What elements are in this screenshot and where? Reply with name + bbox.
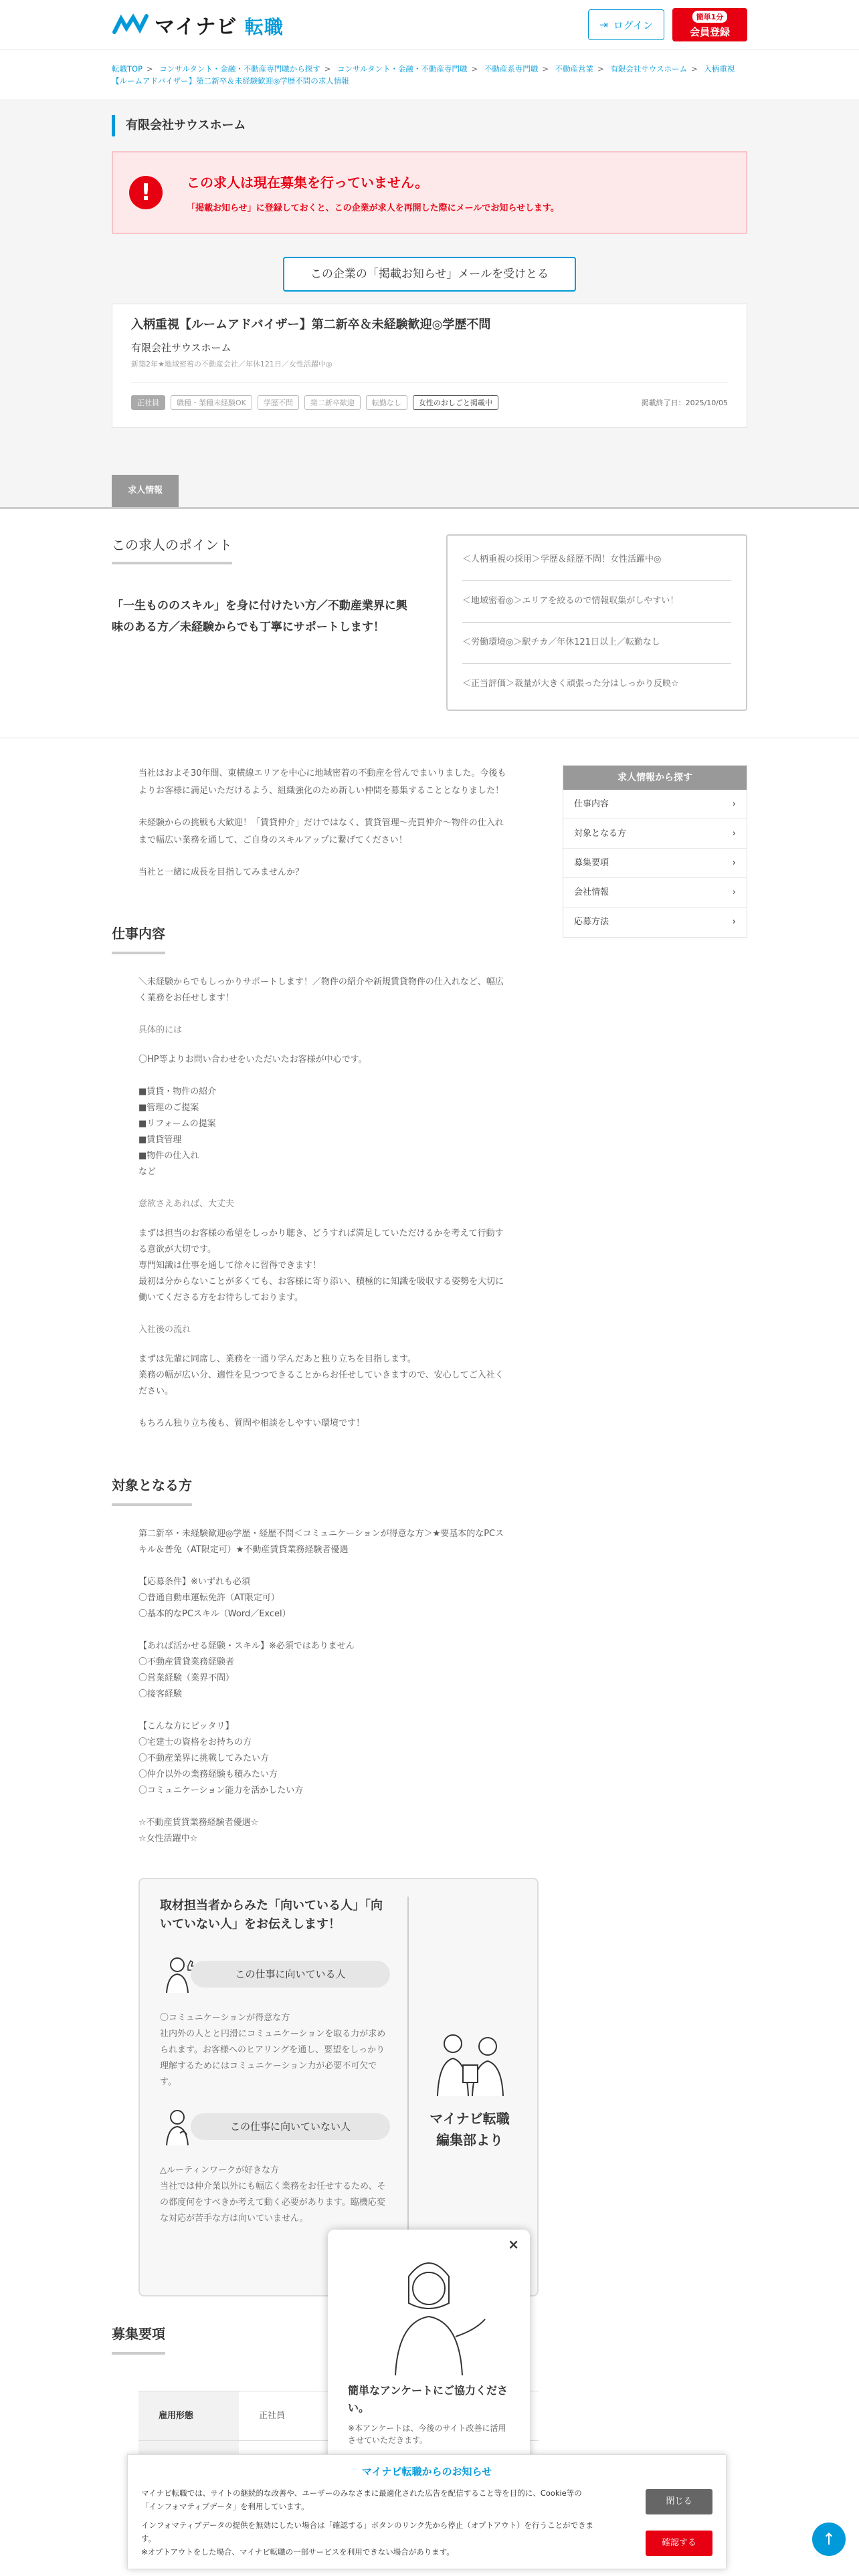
login-icon: ⇥	[599, 19, 608, 31]
cookie-confirm-button[interactable]: 確認する	[646, 2531, 712, 2556]
sidebar-item-work[interactable]	[563, 790, 747, 819]
intro-paragraph: 未経験からの挑戦も大歓迎！「賃貸仲介」だけではなく、賃貸管理〜売買仲介〜物件の仕入れまで幅広い業務を通して、ご自身のスキルアップに繋げてください！	[138, 818, 504, 845]
site-header	[0, 0, 859, 49]
point-item: ＜正当評価＞裁量が大きく頑張った分はしっかり反映☆	[462, 679, 679, 689]
job-title: 入柄重視【ルームアドバイザー】第二新卒＆未経験歓迎◎学歴不問	[131, 318, 491, 332]
breadcrumb-link[interactable]: 有限会社サウスホーム	[610, 64, 688, 74]
point-item: ＜人柄重視の採用＞学歴＆経歴不問！女性活躍中◎	[462, 540, 731, 581]
woman-presenting-icon	[362, 2250, 496, 2377]
work-paragraph: 〇HP等よりお問い合わせをいただいたお客様が中心です。 ■賃貸・物件の紹介 ■管理のご提案 ■リフォームの提案 ■賃貸管理 ■物件の仕入れ など	[138, 1055, 367, 1177]
points-list	[446, 534, 747, 711]
register-label: 会員登録	[689, 26, 730, 38]
breadcrumb: 転職TOP > コンサルタント・金融・不動産専門職から探す > コンサルタント・金融・不動産専門職 > 不動産系専門職 > 不動産営業 > 有限会社サウスホーム > 入柄重視【ルームアドバイザー】第二新卒＆未経験歓迎◎学歴不問の求人情報	[112, 64, 735, 86]
work-subheading: 意欲さえあれば、大丈夫	[138, 1199, 235, 1209]
breadcrumb-current: 入柄重視【ルームアドバイザー】第二新卒＆未経験歓迎◎学歴不問の求人情報	[112, 64, 735, 86]
job-tag: 第二新卒歓迎	[304, 395, 361, 410]
tab-job-info[interactable]: 求人情報	[112, 475, 179, 507]
back-to-top-button[interactable]: ↑	[812, 2523, 846, 2556]
job-meta: 新築2年★地域密着の不動産会社／年休121日／女性活躍中◎	[131, 358, 728, 383]
chevron-right-icon: ›	[732, 799, 736, 809]
points-lead: 「一生もののスキル」を身に付けたい方／不動産業界に興味のある方／未経験からでも丁寧にサポートします！	[112, 599, 407, 634]
section-title-target: 対象となる方	[112, 1475, 192, 1506]
intro-text	[112, 765, 539, 881]
sidebar-item-target[interactable]	[563, 819, 747, 849]
closed-alert	[112, 151, 747, 234]
person-thumbs-up-icon	[160, 1954, 195, 1994]
survey-note: ※本アンケートは、今後のサイト改善に活用させていただきます。	[348, 2424, 506, 2445]
target-body	[112, 1526, 539, 1847]
alert-icon: !	[129, 176, 163, 209]
register-tag: 簡単1分	[692, 11, 728, 23]
person-thinking-icon	[160, 2107, 195, 2147]
target-paragraph: 第二新卒・未経験歓迎◎学歴・経歴不問＜コミュニケーションが得意な方＞★要基本的なPCスキル＆普免（AT限定可）★不動産賃貸業務経験者優遇	[138, 1529, 504, 1555]
login-label: ログイン	[613, 19, 653, 31]
job-tag: 学歴不問	[258, 395, 299, 410]
survey-title: 簡単なアンケートにご協力ください。	[348, 2384, 508, 2414]
survey-close-button[interactable]: ×	[508, 2236, 519, 2252]
work-paragraph: まずは先輩に同席し、業務を一通り学んだあと独り立ちを目指します。 業務の幅が広い分、適性を見つつできることからお任せしていきますので、安心してご入社ください。 もちろん独り立ち後も、質問や相談をしやすい環境です！	[138, 1354, 504, 1428]
sidebar-item-label: 仕事内容	[574, 799, 609, 809]
job-tag: 転勤なし	[366, 395, 407, 410]
register-button[interactable]	[672, 8, 747, 41]
editor-signature: マイナビ転職 編集部より	[430, 2111, 510, 2148]
cookie-text: インフォマティブデータの提供を無効にしたい場合は「確認する」ボタンのリンク先から停止（オプトアウト）を行うことができます。 ※オプトアウトをした場合、マイナビ転職の一部サービスを利用できない場合があります。	[141, 2520, 594, 2557]
sidebar-item-label: 会社情報	[574, 887, 609, 897]
sidebar-nav	[563, 765, 747, 938]
work-paragraph: まずは担当のお客様の希望をしっかり聴き、どうすれば満足していただけるかを考えて行動する意欲が大切です。 専門知識は仕事を通して徐々に習得できます！ 最初は分からないことが多くても、お客様に寄り添い、積極的に知識を吸収する姿勢を大切に働いてくださる方をお待ちしております。	[138, 1228, 504, 1303]
breadcrumb-link[interactable]: 不動産系専門職	[484, 64, 539, 74]
section-title-requirements: 募集要項	[112, 2323, 165, 2355]
target-paragraph: 【あれば活かせる経験・スキル】※必須ではありません 〇不動産賃貸業務経験者 〇営業経験（業界不問） 〇接客経験	[138, 1641, 355, 1699]
point-item: ＜地域密着◎＞エリアを絞るので情報収集がしやすい！	[462, 581, 731, 623]
cookie-title: マイナビ転職からのお知らせ	[361, 2466, 492, 2478]
logo-text: マイナビ 転職	[155, 15, 284, 39]
sidebar-item-label: 募集要項	[574, 858, 609, 868]
site-logo[interactable]	[112, 10, 284, 39]
sidebar-item-label: 応募方法	[574, 917, 609, 927]
job-summary-card	[112, 304, 747, 428]
rec-title: 取材担当者からみた「向いている人」「向いていない人」をお伝えします！	[160, 1899, 383, 1931]
sidebar-item-company[interactable]	[563, 878, 747, 907]
job-header-band	[0, 99, 859, 507]
job-tag: 女性のおしごと掲載中	[413, 395, 498, 410]
job-tag: 正社員	[131, 395, 165, 410]
intro-paragraph: 当社はおよそ30年間、東横線エリアを中心に地域密着の不動産を営んでまいりました。今後もよりお客様に満足いただけるよう、組織強化のため新しい仲間を募集することとなりました！	[138, 768, 506, 796]
alert-sub: 「掲載お知らせ」に登録しておくと、この企業が求人を再開した際にメールでお知らせします。	[187, 203, 559, 213]
job-company: 有限会社サウスホーム	[131, 342, 231, 354]
cookie-close-button[interactable]: 閉じる	[646, 2489, 712, 2514]
work-subheading: 入社後の流れ	[138, 1325, 191, 1335]
sidebar-item-label: 対象となる方	[574, 829, 627, 839]
sidebar-item-apply[interactable]	[563, 907, 747, 937]
chevron-right-icon: ›	[732, 829, 736, 839]
job-tag: 職種・業種未経験OK	[171, 395, 252, 410]
breadcrumb-link[interactable]: コンサルタント・金融・不動産専門職から探す	[159, 64, 320, 74]
chevron-right-icon: ›	[732, 887, 736, 897]
target-paragraph: 【こんな方にピッタリ】 〇宅建士の資格をお持ちの方 〇不動産業界に挑戦してみたい方 〇仲介以外の業務経験も積みたい方 〇コミュニケーション能力を活かしたい方	[138, 1721, 304, 1796]
work-lead: ＼未経験からでもしっかりサポートします！／物件の紹介や新規賃貸物件の仕入れなど、幅広く業務をお任せします！	[138, 977, 504, 1003]
editors-illustration-icon	[423, 2024, 516, 2097]
work-body	[112, 974, 539, 1432]
points-title: この求人のポイント	[112, 534, 232, 564]
intro-paragraph: 当社と一緒に成長を目指してみませんか？	[138, 867, 304, 877]
breadcrumb-link[interactable]: 転職TOP	[112, 64, 143, 74]
good-fit-text: 〇コミュニケーションが得意な方 社内外の人とと円滑にコミュニケーションを取る力が求められます。お客様へのヒアリングを通し、要望をしっかり理解するためにはコミュニケーション力が必要不可欠です。	[160, 2013, 386, 2087]
table-cell: 正社員	[259, 2411, 286, 2421]
target-paragraph: 【応募条件】※いずれも必須 〇普通自動車運転免許（AT限定可） 〇基本的なPCスキル（Word／Excel）	[138, 1577, 291, 1619]
notify-subscribe-button[interactable]: この企業の「掲載お知らせ」メールを受けとる	[283, 257, 576, 292]
good-fit-label: この仕事に向いている人	[191, 1961, 390, 1988]
breadcrumb-link[interactable]: 不動産営業	[555, 64, 594, 74]
login-button[interactable]	[588, 9, 664, 40]
sidebar	[563, 765, 747, 2490]
sidebar-title: 求人情報から探す	[563, 766, 747, 790]
chevron-right-icon: ›	[732, 917, 736, 927]
cookie-text: マイナビ転職では、サイトの継続的な改善や、ユーザーのみなさまに最適化された広告を配信すること等を目的に、Cookie等の「インフォマティブデータ」を利用しています。	[141, 2488, 582, 2511]
target-paragraph: ☆不動産賃貸業務経験者優遇☆ ☆女性活躍中☆	[138, 1818, 259, 1844]
section-title-work: 仕事内容	[112, 923, 165, 954]
company-title: 有限会社サウスホーム	[112, 115, 747, 136]
table-header-cell: 雇用形態	[138, 2391, 239, 2440]
alert-title: この求人は現在募集を行っていません。	[187, 175, 429, 191]
job-points	[0, 507, 859, 738]
posted-date: 掲載終了日：2025/10/05	[641, 399, 728, 407]
work-subheading: 具体的には	[138, 1025, 183, 1035]
bad-fit-text: △ルーティンワークが好きな方 当社では仲介業以外にも幅広く業務をお任せするため、その都度何をすべきか考えて動く必要があります。臨機応変な対応が苦手な方は向いていません。	[160, 2165, 386, 2224]
chevron-right-icon: ›	[732, 858, 736, 868]
bad-fit-label: この仕事に向いていない人	[191, 2113, 390, 2140]
logo-mark-icon	[112, 13, 149, 36]
point-item: ＜労働環境◎＞駅チカ／年休121日以上／転勤なし	[462, 623, 731, 664]
breadcrumb-link[interactable]: コンサルタント・金融・不動産専門職	[337, 64, 468, 74]
sidebar-item-requirements[interactable]	[563, 849, 747, 878]
cookie-banner	[127, 2454, 727, 2569]
